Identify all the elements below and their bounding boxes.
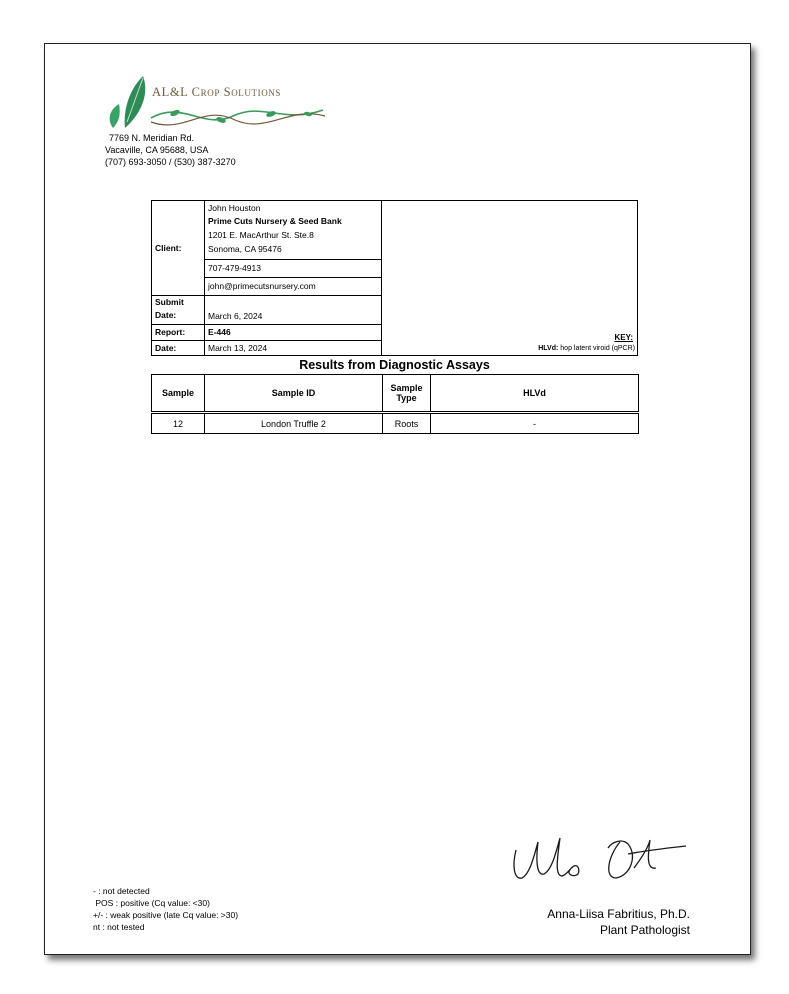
- client-contact-name: John Houston: [208, 203, 261, 213]
- results-title: Results from Diagnostic Assays: [299, 358, 490, 372]
- legend-not-detected: - : not detected: [93, 886, 150, 896]
- signatory-name: Anna-Liisa Fabritius, Ph.D.: [547, 907, 690, 921]
- company-address-line1: 7769 N. Meridian Rd.: [109, 133, 195, 143]
- client-label: Client:: [155, 243, 182, 253]
- signatory-title: Plant Pathologist: [599, 923, 690, 937]
- company-phones: (707) 693-3050 / (530) 387-3270: [105, 157, 236, 167]
- submit-date-label-2: Date:: [155, 310, 177, 320]
- client-street: 1201 E. MacArthur St. Ste.8: [208, 230, 314, 240]
- client-phone: 707-479-4913: [208, 263, 261, 273]
- header-sample: Sample: [152, 375, 205, 413]
- client-info-table: [151, 200, 638, 356]
- report-label: Report:: [155, 327, 186, 337]
- company-address-line2: Vacaville, CA 95688, USA: [105, 145, 209, 155]
- client-city: Sonoma, CA 95476: [208, 244, 282, 254]
- key-description: [538, 345, 635, 352]
- submit-date-value: March 6, 2024: [208, 311, 263, 321]
- header-sample-id: Sample ID: [205, 375, 383, 413]
- company-logo: [103, 70, 333, 134]
- report-id: E-446: [208, 327, 231, 337]
- key-desc-text: hop latent viroid (qPCR): [558, 345, 635, 352]
- cell-sample: 12: [152, 413, 205, 434]
- cell-hlvd: -: [431, 413, 639, 434]
- handwritten-signature: [508, 832, 688, 892]
- key-abbreviation: HLVd:: [538, 345, 559, 352]
- cell-sample-id: London Truffle 2: [205, 413, 383, 434]
- key-title: KEY:: [614, 333, 633, 342]
- company-name: AL&L Crop Solutions: [152, 85, 281, 99]
- report-date-label: Date:: [155, 343, 177, 353]
- client-email: john@primecutsnursery.com: [208, 281, 316, 291]
- result-legend: [93, 885, 238, 933]
- legend-weak-positive: +/- : weak positive (late Cq value: >30): [93, 910, 239, 920]
- results-table: [151, 374, 639, 434]
- results-header-row: [152, 375, 639, 413]
- client-business-name: Prime Cuts Nursery & Seed Bank: [208, 216, 342, 226]
- header-sample-type: Sample Type: [383, 375, 431, 413]
- header-hlvd: HLVd: [431, 375, 639, 413]
- signatory-block: [547, 906, 690, 938]
- legend-positive: POS : positive (Cq value: <30): [93, 898, 210, 908]
- legend-not-tested: nt : not tested: [93, 922, 145, 932]
- submit-date-label-1: Submit: [155, 297, 184, 307]
- report-page: [44, 43, 751, 955]
- report-date-value: March 13, 2024: [208, 343, 268, 353]
- table-row: [152, 413, 639, 434]
- cell-sample-type: Roots: [383, 413, 431, 434]
